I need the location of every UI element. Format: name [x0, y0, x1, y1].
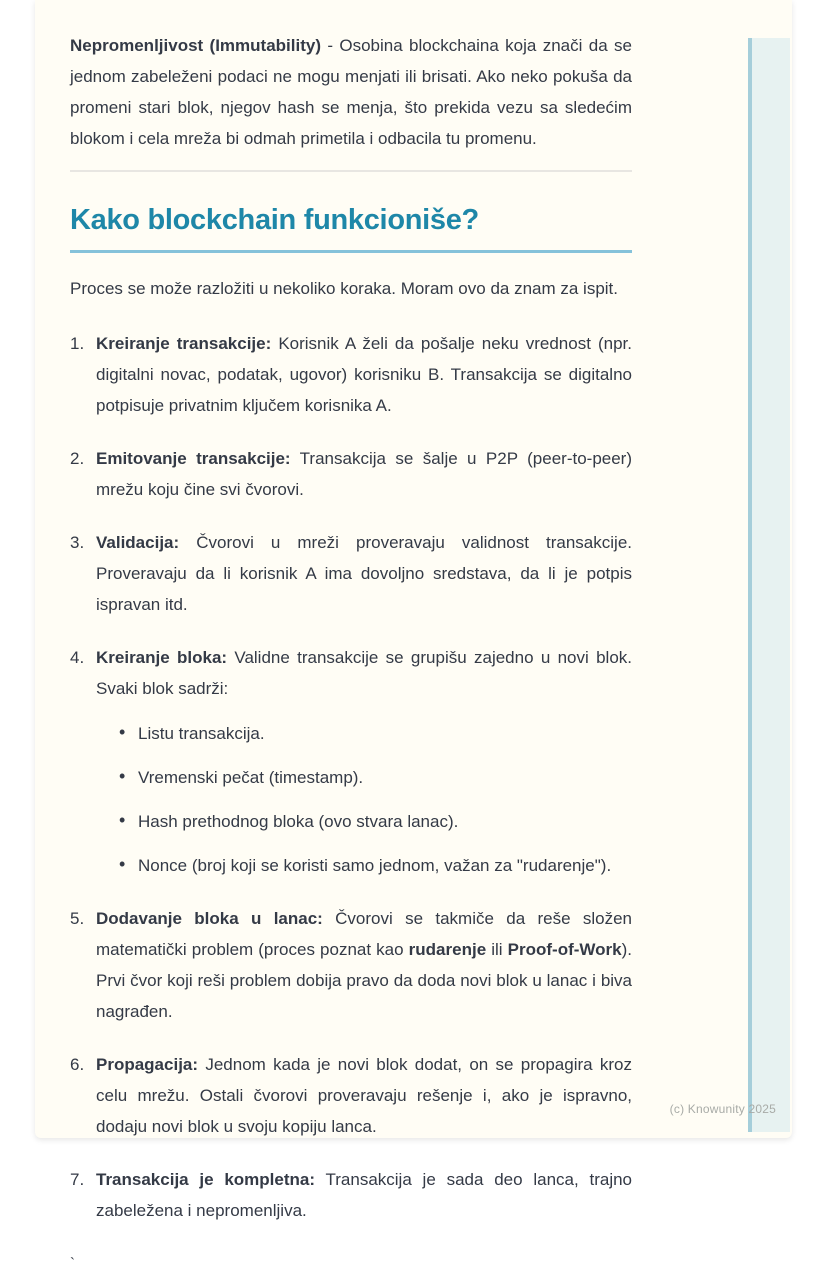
step-text: Validne transakcije se grupišu zajedno u novi blok. Svaki blok sadrži: — [96, 648, 632, 698]
step-lead: Kreiranje bloka: — [96, 648, 228, 667]
vertical-accent-bar — [748, 38, 790, 1132]
step-lead: Propagacija: — [96, 1055, 199, 1074]
steps-list — [70, 328, 632, 1226]
step-lead: Dodavanje bloka u lanac: — [96, 909, 323, 928]
step-text: Čvorovi se takmiče da reše složen matematički problem (proces poznat kao — [96, 909, 633, 959]
document-page — [35, 0, 792, 1272]
step-text: Transakcija se šalje u P2P (peer-to-peer) mrežu koju čine svi čvorovi. — [96, 449, 632, 499]
step-item-5 — [70, 903, 632, 1027]
step-text: Korisnik A želi da pošalje neku vrednost (npr. digitalni novac, podatak, ugovor) korisniku B. Transakcija se digitalno potpisuje privatnim ključem korisnika A. — [96, 334, 633, 415]
bullet-icon: • — [119, 722, 126, 742]
footer-credit: (c) Knowunity 2025 — [669, 1102, 776, 1116]
intro-paragraph — [70, 30, 632, 154]
bullet-icon: • — [119, 810, 126, 830]
section-heading: Kako blockchain funkcioniše? — [70, 203, 632, 253]
step-item-7 — [70, 1164, 632, 1226]
section-divider — [70, 170, 632, 172]
list-item-text: Listu transakcija. — [138, 724, 265, 743]
bullet-icon: • — [119, 854, 126, 874]
bullet-icon: • — [119, 766, 126, 786]
inline-bold-term: rudarenje — [408, 940, 487, 959]
step-text: Jednom kada je novi blok dodat, on se propagira kroz celu mrežu. Ostali čvorovi proveravaju rešenje i, ako je ispravno, dodaju novi blok u svoju kopiju lanca. — [96, 1055, 632, 1136]
step-text: ). Prvi čvor koji reši problem dobija pravo da doda novi blok u lanac i biva nagrađen. — [96, 940, 633, 1021]
list-item-text: Nonce (broj koji se koristi samo jednom, važan za "rudarenje"). — [138, 856, 612, 875]
step-number: 7. — [70, 1170, 85, 1189]
step-number: 2. — [70, 449, 85, 468]
step-number: 3. — [70, 533, 85, 552]
step-text: ili — [486, 940, 508, 959]
intro-term: Nepromenljivost (Immutability) — [70, 36, 321, 55]
step-item-2 — [70, 443, 632, 505]
step-lead: Emitovanje transakcije: — [96, 449, 291, 468]
list-item — [119, 850, 632, 881]
step-text: Čvorovi u mreži proveravaju validnost transakcije. Proveravaju da li korisnik A ima dovoljno sredstava, da li je potpis ispravan itd. — [96, 533, 632, 614]
block-contents-list — [96, 718, 632, 881]
list-item — [119, 762, 632, 793]
steps-intro-paragraph: Proces se može razložiti u nekoliko koraka. Moram ovo da znam za ispit. — [70, 279, 619, 298]
list-item-text: Hash prethodnog bloka (ovo stvara lanac). — [138, 812, 459, 831]
step-number: 1. — [70, 334, 85, 353]
inline-bold-term: Proof-of-Work — [507, 940, 622, 959]
document-content — [70, 0, 632, 1279]
step-lead: Kreiranje transakcije: — [96, 334, 272, 353]
list-item — [119, 806, 632, 837]
list-item-text: Vremenski pečat (timestamp). — [138, 768, 364, 787]
intro-text: - Osobina blockchaina koja znači da se jednom zabeleženi podaci ne mogu menjati ili brisati. Ako neko pokuša da promeni stari blok, njegov hash se menja, što prekida vezu sa sledećim blokom i cela mreža bi odmah primetila i odbacila tu promenu. — [70, 36, 632, 148]
step-number: 6. — [70, 1055, 85, 1074]
step-number: 4. — [70, 648, 85, 667]
step-item-6 — [70, 1049, 632, 1142]
step-item-1 — [70, 328, 632, 421]
step-text: Transakcija je sada deo lanca, trajno zabeležena i nepromenljiva. — [96, 1170, 633, 1220]
step-item-4 — [70, 642, 632, 881]
step-number: 5. — [70, 909, 85, 928]
list-item — [119, 718, 632, 749]
stray-character: ` — [70, 1255, 75, 1272]
step-item-3 — [70, 527, 632, 620]
step-lead: Transakcija je kompletna: — [96, 1170, 316, 1189]
step-lead: Validacija: — [96, 533, 180, 552]
